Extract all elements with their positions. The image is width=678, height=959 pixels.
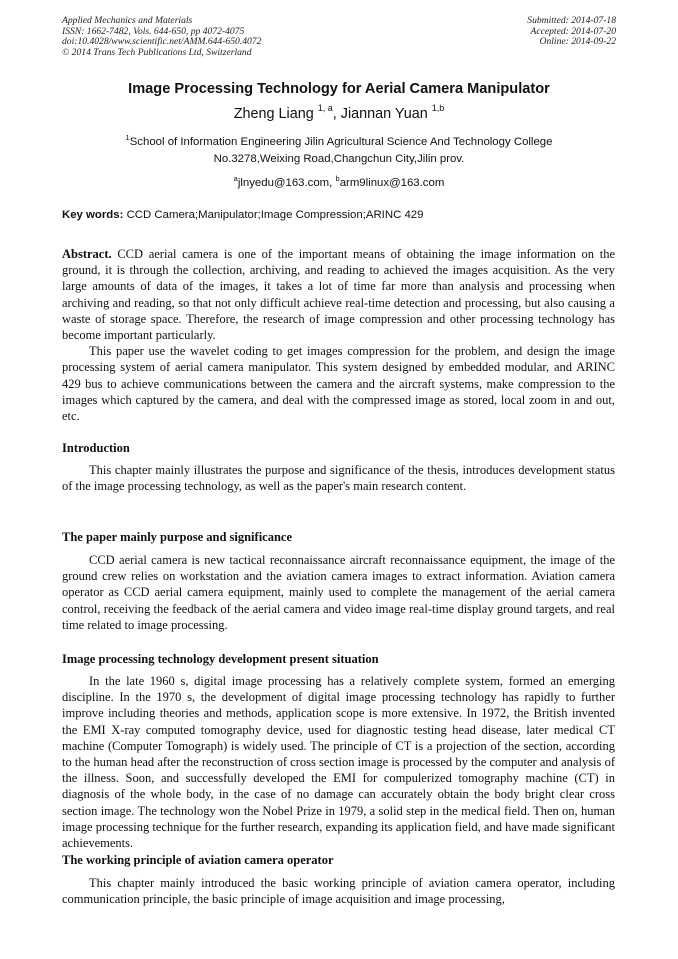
working-principle-heading: The working principle of aviation camera operator: [62, 853, 334, 867]
author-superscript: 1, a: [317, 103, 333, 113]
abstract-label: Abstract.: [62, 247, 112, 261]
affiliation-line-1: [0, 133, 678, 148]
affiliation-superscript: 1: [125, 133, 130, 142]
abstract-section: [62, 246, 615, 424]
purpose-paragraph: CCD aerial camera is new tactical reconnaissance aircraft reconnaissance equipment, the image of the ground crew relies on workstation and the aviation camera images to extract information. Aviation camera operator as CCD aerial camera equipment, mainly used to complete the management of the aerial camera control, receiving the feedback of the aerial camera and video image real-time display ground targets, and real time related to image processing.: [62, 553, 615, 632]
keywords-text: CCD Camera;Manipulator;Image Compression;ARINC 429: [123, 209, 424, 221]
copyright-line: © 2014 Trans Tech Publications Ltd, Switzerland: [62, 46, 252, 58]
purpose-section: [62, 552, 615, 633]
submitted-date: Submitted: 2014-07-18: [527, 15, 616, 26]
journal-header-left: [62, 16, 261, 58]
development-paragraph: In the late 1960 s, digital image processing has a relatively complete system, formed an emerging discipline. In the 1970 s, the development of digital image processing technology has rapidly to further improve including theories and methods, application scope is more extensive. In 1972, the British invented the EMI X-ray computed tomography device, used for diagnostic testing head disease, later medical CT machine (Computer Tomograph) is widely used. The principle of CT is a projection of the section, according to the human head after the reconstruction of cross section image is processed by the computer and analysis of the illness. Soon, and successfully developed the EMI for compulerized tomography machine (CT) in diagnosis of the whole body, in the case of no damage can accurately obtain the body bright clear cross section image. The technology won the Nobel Prize in 1979, a solid step in the medical field. Then on, human image processing technique for the further research, expanding its application field, and have made significant achievements.: [62, 674, 615, 851]
journal-header-right: [527, 16, 616, 48]
working-principle-paragraph: This chapter mainly introduced the basic working principle of aviation camera operator, including communication principle, the basic principle of image acquisition and image processing,: [62, 876, 615, 907]
affiliation-line-2: No.3278,Weixing Road,Changchun City,Jilin prov.: [213, 153, 465, 165]
abstract-paragraph-2: This paper use the wavelet coding to get images compression for the problem, and design the image processing system of aerial camera manipulator. This system designed by embedded modular, and ARINC 429 bus to achieve communications between the camera and the aircraft systems, make compression to the images which captured by the camera, and deal with the compressed image as stored, local zoom in and out, etc.: [62, 344, 615, 424]
author-line: [0, 104, 678, 122]
online-date: Online: 2014-09-22: [539, 36, 616, 48]
email-b-superscript: b: [335, 174, 340, 183]
working-principle-section: [62, 875, 615, 907]
development-heading: Image processing technology development present situation: [62, 652, 379, 666]
email-line: [0, 174, 678, 189]
paper-title: Image Processing Technology for Aerial Camera Manipulator: [128, 81, 550, 97]
journal-name: Applied Mechanics and Materials: [62, 15, 193, 26]
author-name: Zheng Liang: [233, 105, 314, 122]
development-section: [62, 673, 615, 851]
doi-line: doi:10.4028/www.scientific.net/AMM.644-650.4072: [62, 36, 262, 48]
introduction-paragraph: This chapter mainly illustrates the purpose and significance of the thesis, introduces development status of the image processing technology, as well as the paper's main research content.: [62, 463, 615, 494]
keywords-label: Key words:: [62, 209, 124, 221]
abstract-paragraph-1: [62, 246, 615, 343]
email-b: arm9linux@163.com: [339, 176, 445, 189]
affiliation-institution: School of Information Engineering Jilin Agricultural Science And Technology College: [129, 135, 553, 148]
email-a: jlnyedu@163.com,: [237, 176, 336, 189]
abstract-text-1: CCD aerial camera is one of the important means of obtaining the image information on the ground, it is through the collection, archiving, and reading to achieved the images acquisition. As the very large amounts of data of the images, it takes a lot of time far more than analysis and processing when archiving and reading, so that not only difficult achieve real-time detection and processing, but also causing a waste of storage space. Therefore, the research of image compression and other processing technology has become important particularly.: [62, 247, 615, 343]
introduction-heading: Introduction: [62, 441, 130, 455]
keywords-line: [62, 209, 423, 221]
email-a-superscript: a: [233, 174, 238, 183]
purpose-heading: The paper mainly purpose and significance: [62, 530, 293, 544]
author-name: Jiannan Yuan: [340, 105, 428, 122]
issn-line: ISSN: 1662-7482, Vols. 644-650, pp 4072-4075: [62, 25, 245, 37]
introduction-section: [62, 462, 615, 494]
author-separator: ,: [332, 105, 341, 122]
author-superscript: 1,b: [431, 103, 445, 113]
accepted-date: Accepted: 2014-07-20: [530, 25, 616, 37]
